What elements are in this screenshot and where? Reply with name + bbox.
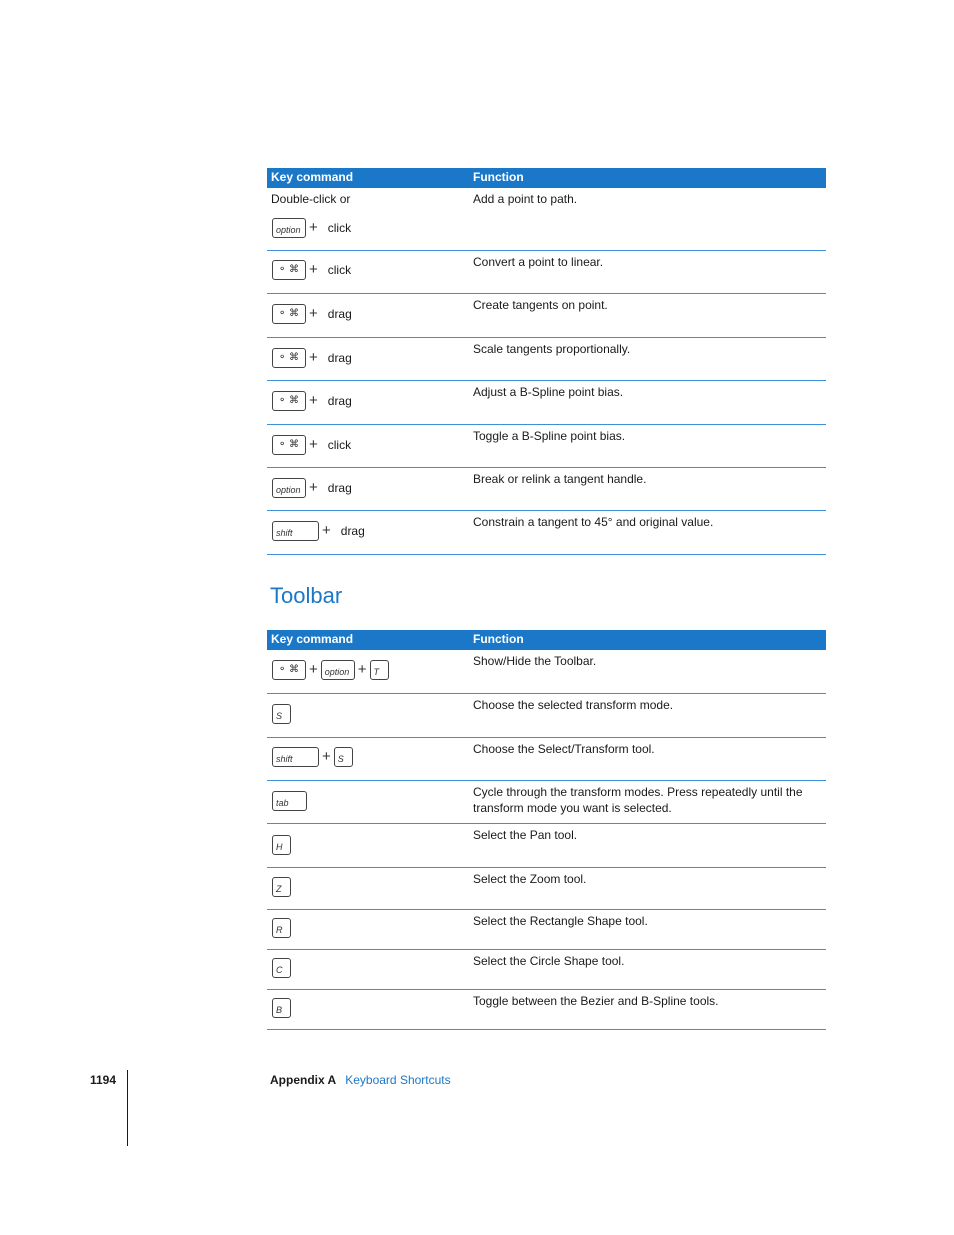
key-combo (272, 703, 291, 725)
apple-icon: ⚬ (278, 263, 287, 275)
plus-icon: + (322, 748, 331, 765)
row-action: drag (327, 481, 352, 495)
shortcut-table-1 (267, 168, 826, 555)
row-action: drag (327, 307, 352, 321)
key-combo (272, 834, 291, 856)
row-function: Choose the selected transform mode. (473, 698, 674, 712)
key-combo (272, 520, 365, 542)
table-row (267, 425, 826, 468)
s-key: S (334, 747, 353, 767)
row-prefix: Double-click or (271, 192, 351, 206)
row-function: Select the Pan tool. (473, 828, 578, 842)
key-combo (272, 259, 351, 281)
plus-icon: + (357, 661, 367, 678)
command-icon: ⌘ (289, 663, 299, 675)
row-action: drag (340, 524, 365, 538)
key-combo (272, 477, 352, 499)
table-row (267, 511, 826, 555)
option-key: option (321, 660, 355, 680)
row-function: Break or relink a tangent handle. (473, 472, 647, 486)
table-row (267, 910, 826, 950)
table-row (267, 781, 826, 824)
key-command-header: Key command (271, 170, 354, 184)
key-combo (272, 997, 291, 1019)
function-header: Function (473, 632, 524, 646)
footer (270, 1073, 451, 1087)
section-title: Toolbar (270, 583, 343, 608)
command-key (272, 435, 306, 455)
table-row (267, 468, 826, 511)
table-row (267, 950, 826, 990)
row-function: Create tangents on point. (473, 298, 608, 312)
key-combo (272, 303, 352, 325)
table-row (267, 650, 826, 694)
plus-icon: + (309, 479, 318, 496)
table-header (267, 630, 826, 650)
key-combo (272, 876, 291, 898)
shift-key: shift (272, 521, 319, 541)
row-function: Scale tangents proportionally. (473, 342, 631, 356)
shift-key: shift (272, 747, 319, 767)
plus-icon: + (309, 661, 318, 678)
footer-divider (127, 1070, 128, 1146)
key-combo (272, 746, 353, 768)
key-combo (272, 434, 351, 456)
row-function: Cycle through the transform modes. Press repeatedly until the transform mode you want is selected. (473, 785, 803, 815)
row-action: drag (327, 394, 352, 408)
apple-icon: ⚬ (278, 438, 287, 450)
table-row (267, 738, 826, 781)
row-action: drag (327, 351, 352, 365)
table-row (267, 338, 826, 381)
footer-chapter-link[interactable]: Keyboard Shortcuts (345, 1073, 451, 1087)
z-key: Z (272, 877, 291, 897)
plus-icon: + (322, 522, 331, 539)
command-icon: ⌘ (289, 438, 299, 450)
plus-icon: + (309, 305, 318, 322)
r-key: R (272, 918, 291, 938)
key-command-header: Key command (271, 632, 354, 646)
row-function: Show/Hide the Toolbar. (473, 654, 597, 668)
plus-icon: + (309, 349, 318, 366)
table-row (267, 990, 826, 1030)
h-key: H (272, 835, 291, 855)
table-row (267, 694, 826, 738)
apple-icon: ⚬ (278, 663, 287, 675)
apple-icon: ⚬ (278, 394, 287, 406)
row-action: click (327, 221, 352, 235)
row-function: Constrain a tangent to 45° and original value. (473, 515, 714, 529)
key-combo (272, 957, 291, 979)
row-action: click (327, 438, 352, 452)
row-function: Toggle a B-Spline point bias. (473, 429, 626, 443)
row-function: Select the Circle Shape tool. (473, 954, 625, 968)
row-action: click (327, 263, 352, 277)
plus-icon: + (309, 261, 318, 278)
s-key: S (272, 704, 291, 724)
c-key: C (272, 958, 291, 978)
option-key: option (272, 218, 306, 238)
command-key (272, 348, 306, 368)
key-combo (272, 390, 352, 412)
row-function: Select the Zoom tool. (473, 872, 587, 886)
row-function: Add a point to path. (473, 192, 578, 206)
table-header (267, 168, 826, 188)
row-function: Select the Rectangle Shape tool. (473, 914, 648, 928)
apple-icon: ⚬ (278, 307, 287, 319)
command-icon: ⌘ (289, 263, 299, 275)
plus-icon: + (309, 219, 318, 236)
command-key (272, 260, 306, 280)
key-combo (272, 790, 307, 812)
t-key: T (370, 660, 389, 680)
key-combo (272, 917, 291, 939)
row-function: Choose the Select/Transform tool. (473, 742, 655, 756)
plus-icon: + (309, 392, 318, 409)
footer-appendix: Appendix A (270, 1073, 337, 1087)
table-row (267, 188, 826, 251)
command-icon: ⌘ (289, 394, 299, 406)
command-icon: ⌘ (289, 351, 299, 363)
b-key: B (272, 998, 291, 1018)
tab-key: tab (272, 791, 307, 811)
plus-icon: + (309, 436, 318, 453)
command-key (272, 391, 306, 411)
command-key (272, 304, 306, 324)
row-function: Convert a point to linear. (473, 255, 604, 269)
table-row (267, 294, 826, 338)
table-row (267, 381, 826, 425)
option-key: option (272, 478, 306, 498)
command-key (272, 660, 306, 680)
key-combo (272, 659, 389, 681)
table-row (267, 868, 826, 910)
apple-icon: ⚬ (278, 351, 287, 363)
command-icon: ⌘ (289, 307, 299, 319)
key-combo (272, 217, 351, 239)
row-function: Toggle between the Bezier and B-Spline tools. (473, 994, 719, 1008)
function-header: Function (473, 170, 524, 184)
key-combo (272, 347, 352, 369)
row-function: Adjust a B-Spline point bias. (473, 385, 624, 399)
table-row (267, 251, 826, 294)
shortcut-table-2 (267, 630, 826, 1030)
table-row (267, 824, 826, 868)
page-number: 1194 (90, 1073, 117, 1087)
